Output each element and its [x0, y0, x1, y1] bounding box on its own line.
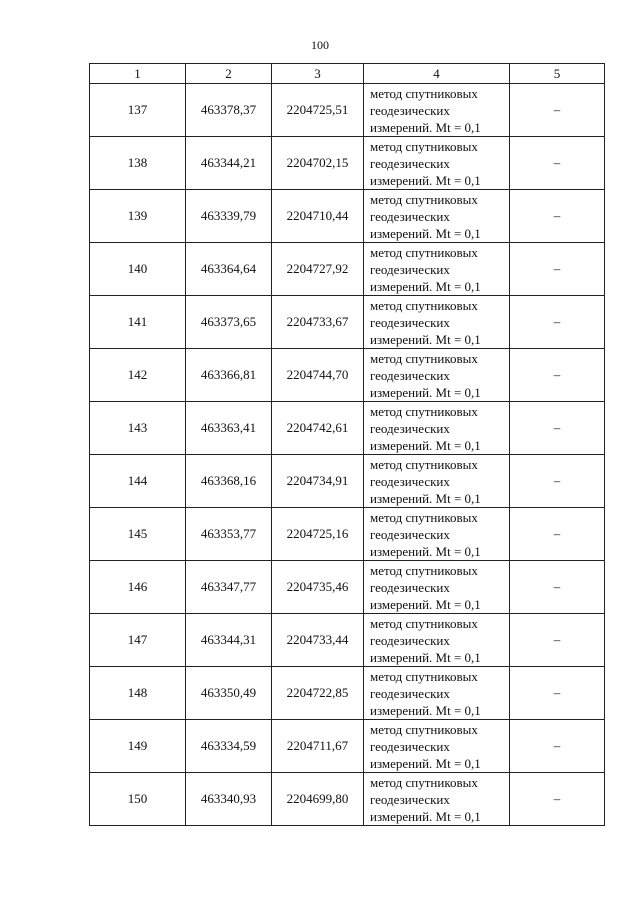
coordinates-table	[89, 63, 605, 826]
note-cell: –	[510, 402, 605, 455]
method-line: измерений. Mt = 0,1	[370, 490, 481, 506]
method-cell	[364, 561, 510, 614]
method-line: метод спутниковых	[370, 774, 478, 790]
y-coordinate-cell: 2204710,44	[272, 190, 364, 243]
x-coordinate-cell: 463366,81	[186, 349, 272, 402]
y-coordinate-cell: 2204744,70	[272, 349, 364, 402]
y-coordinate-cell: 2204699,80	[272, 773, 364, 826]
point-number-cell: 138	[90, 137, 186, 190]
y-coordinate-cell: 2204711,67	[272, 720, 364, 773]
method-line: метод спутниковых	[370, 562, 478, 578]
method-line: измерений. Mt = 0,1	[370, 331, 481, 347]
y-coordinate-cell: 2204733,44	[272, 614, 364, 667]
point-number-cell: 142	[90, 349, 186, 402]
y-coordinate-cell: 2204722,85	[272, 667, 364, 720]
table-header	[90, 64, 605, 84]
method-line: метод спутниковых	[370, 191, 478, 207]
point-number-cell: 146	[90, 561, 186, 614]
header-col-4: 4	[364, 64, 510, 84]
y-coordinate-cell: 2204702,15	[272, 137, 364, 190]
method-line: метод спутниковых	[370, 668, 478, 684]
method-line: метод спутниковых	[370, 403, 478, 419]
point-number-cell: 140	[90, 243, 186, 296]
table-row	[90, 190, 605, 243]
method-line: измерений. Mt = 0,1	[370, 119, 481, 135]
note-cell: –	[510, 614, 605, 667]
table-row	[90, 402, 605, 455]
method-line: геодезических	[370, 102, 450, 118]
table-row	[90, 296, 605, 349]
table-body	[90, 84, 605, 826]
note-cell: –	[510, 190, 605, 243]
method-cell	[364, 455, 510, 508]
x-coordinate-cell: 463344,31	[186, 614, 272, 667]
x-coordinate-cell: 463363,41	[186, 402, 272, 455]
x-coordinate-cell: 463368,16	[186, 455, 272, 508]
method-line: измерений. Mt = 0,1	[370, 808, 481, 824]
method-line: геодезических	[370, 738, 450, 754]
table-row	[90, 243, 605, 296]
method-line: метод спутниковых	[370, 297, 478, 313]
method-line: измерений. Mt = 0,1	[370, 437, 481, 453]
table-row	[90, 455, 605, 508]
x-coordinate-cell: 463339,79	[186, 190, 272, 243]
table-row	[90, 614, 605, 667]
point-number-cell: 143	[90, 402, 186, 455]
method-line: геодезических	[370, 314, 450, 330]
method-cell	[364, 190, 510, 243]
table-row	[90, 667, 605, 720]
header-col-2: 2	[186, 64, 272, 84]
method-line: геодезических	[370, 632, 450, 648]
method-line: измерений. Mt = 0,1	[370, 649, 481, 665]
method-line: геодезических	[370, 208, 450, 224]
table-row	[90, 137, 605, 190]
note-cell: –	[510, 137, 605, 190]
method-line: геодезических	[370, 367, 450, 383]
y-coordinate-cell: 2204742,61	[272, 402, 364, 455]
method-line: геодезических	[370, 420, 450, 436]
method-line: измерений. Mt = 0,1	[370, 278, 481, 294]
method-cell	[364, 508, 510, 561]
table-row	[90, 508, 605, 561]
table-row	[90, 773, 605, 826]
method-line: измерений. Mt = 0,1	[370, 172, 481, 188]
method-line: метод спутниковых	[370, 615, 478, 631]
method-line: геодезических	[370, 261, 450, 277]
x-coordinate-cell: 463350,49	[186, 667, 272, 720]
method-cell	[364, 614, 510, 667]
method-line: метод спутниковых	[370, 138, 478, 154]
method-line: метод спутниковых	[370, 85, 478, 101]
table-row	[90, 349, 605, 402]
x-coordinate-cell: 463373,65	[186, 296, 272, 349]
y-coordinate-cell: 2204725,51	[272, 84, 364, 137]
table-row	[90, 561, 605, 614]
method-cell	[364, 84, 510, 137]
table-row	[90, 720, 605, 773]
y-coordinate-cell: 2204734,91	[272, 455, 364, 508]
method-cell	[364, 402, 510, 455]
header-col-5: 5	[510, 64, 605, 84]
method-line: геодезических	[370, 155, 450, 171]
method-line: измерений. Mt = 0,1	[370, 543, 481, 559]
note-cell: –	[510, 773, 605, 826]
note-cell: –	[510, 720, 605, 773]
y-coordinate-cell: 2204725,16	[272, 508, 364, 561]
note-cell: –	[510, 508, 605, 561]
method-line: метод спутниковых	[370, 721, 478, 737]
method-line: геодезических	[370, 685, 450, 701]
point-number-cell: 141	[90, 296, 186, 349]
point-number-cell: 150	[90, 773, 186, 826]
point-number-cell: 137	[90, 84, 186, 137]
note-cell: –	[510, 243, 605, 296]
method-cell	[364, 296, 510, 349]
table-row	[90, 84, 605, 137]
header-row	[90, 64, 605, 84]
x-coordinate-cell: 463353,77	[186, 508, 272, 561]
method-cell	[364, 667, 510, 720]
note-cell: –	[510, 667, 605, 720]
method-cell	[364, 720, 510, 773]
method-cell	[364, 773, 510, 826]
point-number-cell: 149	[90, 720, 186, 773]
header-col-3: 3	[272, 64, 364, 84]
x-coordinate-cell: 463340,93	[186, 773, 272, 826]
y-coordinate-cell: 2204735,46	[272, 561, 364, 614]
y-coordinate-cell: 2204727,92	[272, 243, 364, 296]
point-number-cell: 145	[90, 508, 186, 561]
method-line: измерений. Mt = 0,1	[370, 702, 481, 718]
method-line: измерений. Mt = 0,1	[370, 225, 481, 241]
point-number-cell: 139	[90, 190, 186, 243]
method-line: измерений. Mt = 0,1	[370, 596, 481, 612]
method-line: измерений. Mt = 0,1	[370, 384, 481, 400]
x-coordinate-cell: 463344,21	[186, 137, 272, 190]
point-number-cell: 148	[90, 667, 186, 720]
method-cell	[364, 243, 510, 296]
note-cell: –	[510, 561, 605, 614]
method-cell	[364, 349, 510, 402]
method-line: метод спутниковых	[370, 509, 478, 525]
method-line: геодезических	[370, 526, 450, 542]
x-coordinate-cell: 463364,64	[186, 243, 272, 296]
point-number-cell: 144	[90, 455, 186, 508]
method-line: метод спутниковых	[370, 456, 478, 472]
method-cell	[364, 137, 510, 190]
method-line: геодезических	[370, 791, 450, 807]
header-col-1: 1	[90, 64, 186, 84]
page-number: 100	[311, 38, 329, 52]
note-cell: –	[510, 455, 605, 508]
x-coordinate-cell: 463378,37	[186, 84, 272, 137]
note-cell: –	[510, 296, 605, 349]
method-line: метод спутниковых	[370, 350, 478, 366]
method-line: геодезических	[370, 579, 450, 595]
method-line: измерений. Mt = 0,1	[370, 755, 481, 771]
x-coordinate-cell: 463334,59	[186, 720, 272, 773]
y-coordinate-cell: 2204733,67	[272, 296, 364, 349]
x-coordinate-cell: 463347,77	[186, 561, 272, 614]
note-cell: –	[510, 349, 605, 402]
method-line: метод спутниковых	[370, 244, 478, 260]
point-number-cell: 147	[90, 614, 186, 667]
method-line: геодезических	[370, 473, 450, 489]
note-cell: –	[510, 84, 605, 137]
